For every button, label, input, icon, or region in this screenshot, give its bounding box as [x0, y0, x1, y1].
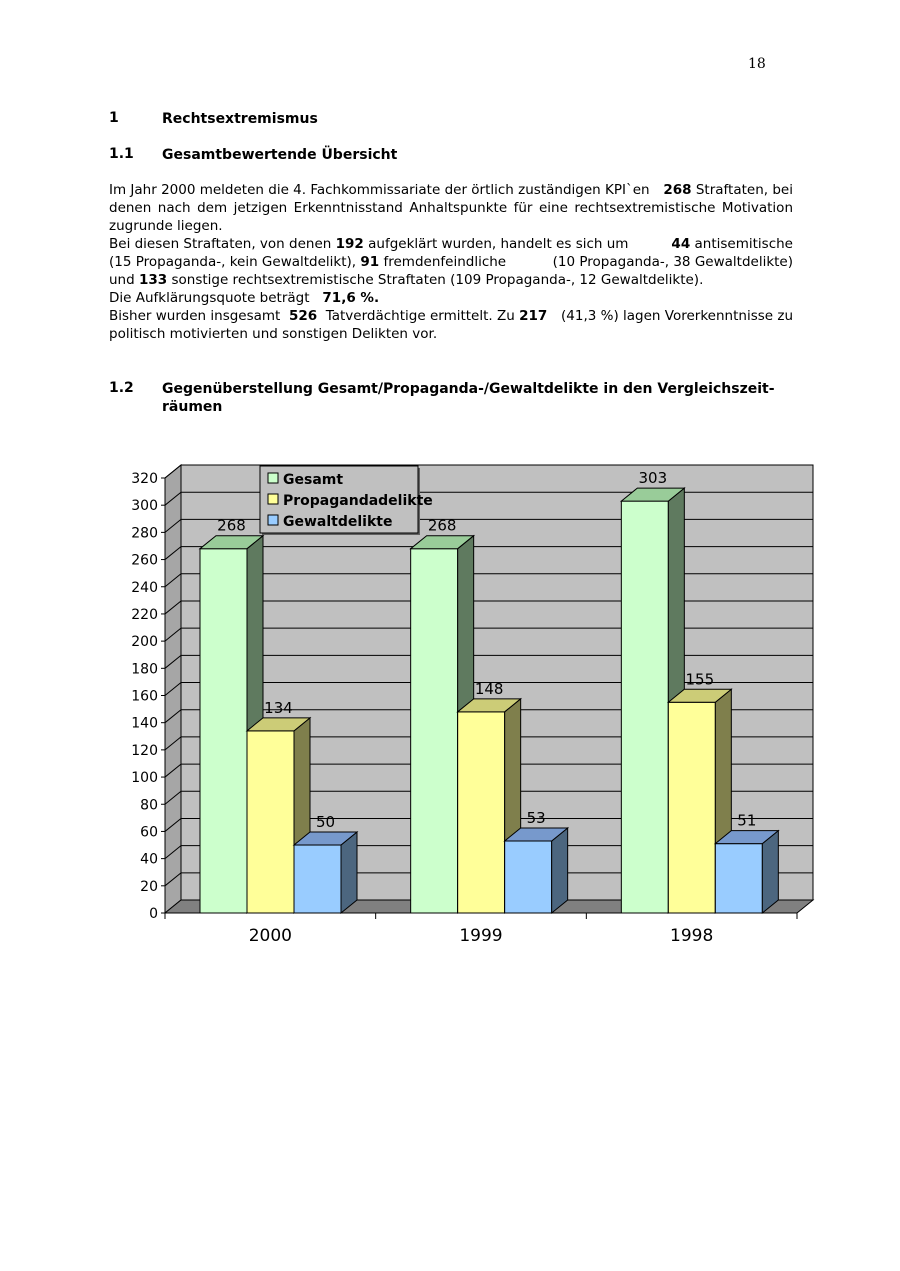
page-number: 18: [748, 56, 766, 72]
text-span: Bisher wurden insgesamt: [109, 308, 281, 324]
text-span: fremdenfeindliche: [383, 254, 507, 270]
y-tick-label: 60: [140, 824, 158, 841]
bar-front: [715, 844, 762, 913]
y-tick-label: 20: [140, 878, 158, 895]
data-label: 51: [737, 811, 757, 830]
section-title-line: Gegenüberstellung Gesamt/Propaganda-/Gewaltdelikte in den Vergleichszeit-: [162, 381, 775, 397]
data-label: 268: [427, 516, 457, 535]
y-tick-label: 80: [140, 797, 158, 814]
bar-front: [668, 702, 715, 913]
bar-front: [247, 731, 294, 913]
text-span: (10 Propaganda-, 38 Gewaltdelikte): [552, 254, 793, 270]
text-line: zugrunde liegen.: [109, 218, 223, 234]
section-title: Gesamtbewertende Übersicht: [162, 147, 398, 163]
data-label: 148: [474, 679, 504, 698]
y-tick-label: 320: [131, 471, 158, 487]
text-span: Im Jahr 2000 meldeten die 4. Fachkommissariate der örtlich zuständigen KPI`en: [109, 182, 650, 198]
bar-front: [294, 845, 341, 913]
y-tick-label: 100: [131, 770, 158, 787]
text-span: aufgeklärt wurden, handelt es sich um: [368, 236, 629, 252]
legend-label: Propagandadelikte: [283, 493, 433, 509]
legend-label: Gesamt: [283, 472, 344, 488]
text-span: antisemitische: [694, 236, 793, 252]
y-tick-label: 200: [131, 634, 158, 651]
section-number: 1.2: [109, 380, 134, 396]
data-label: 303: [638, 469, 668, 488]
text-span: (15 Propaganda-, kein Gewaltdelikt),: [109, 254, 357, 270]
text-line: denen nach dem jetzigen Erkenntnisstand Anhaltspunkte für eine rechtsextremistische Motivation: [109, 200, 793, 216]
data-label: 134: [264, 698, 293, 717]
data-label: 155: [685, 670, 715, 689]
text-line: politisch motivierten und sonstigen Delikten vor.: [109, 326, 438, 342]
y-tick-label: 140: [131, 715, 158, 732]
bar-front: [621, 501, 668, 913]
bar-side: [552, 828, 568, 913]
bar-side: [762, 831, 778, 913]
x-tick-label: 2000: [248, 926, 292, 946]
legend-label: Gewaltdelikte: [283, 514, 393, 530]
y-tick-label: 0: [149, 906, 158, 922]
data-label: 53: [526, 808, 546, 827]
y-tick-label: 180: [131, 661, 158, 678]
count-total: 268: [663, 182, 692, 198]
data-label: 268: [217, 516, 246, 535]
text-span: Tatverdächtige ermittelt. Zu: [325, 308, 515, 324]
legend-swatch: [268, 494, 278, 504]
text-span: Die Aufklärungsquote beträgt: [109, 290, 310, 306]
bar-front: [505, 841, 552, 913]
text-span: (41,3 %) lagen Vorerkenntnisse zu: [561, 308, 793, 324]
section-number: 1: [109, 110, 119, 126]
y-tick-label: 160: [131, 688, 158, 705]
section-number: 1.1: [109, 146, 134, 162]
bar-front: [458, 712, 505, 913]
count-solved: 192: [335, 236, 364, 252]
count-prior: 217: [519, 308, 548, 324]
text-span: Bei diesen Straftaten, von denen: [109, 236, 332, 252]
text-span: und: [109, 272, 135, 288]
section-title-line: räumen: [162, 399, 223, 415]
y-tick-label: 280: [131, 525, 158, 542]
y-tick-label: 120: [131, 742, 158, 759]
y-tick-label: 240: [131, 579, 158, 596]
y-tick-label: 300: [131, 498, 158, 515]
clearance-rate: 71,6 %.: [322, 290, 380, 306]
bar-side: [341, 832, 357, 913]
bar-front: [411, 549, 458, 913]
count-other: 133: [138, 272, 168, 288]
y-tick-label: 40: [140, 851, 158, 868]
data-label: 50: [315, 813, 336, 832]
count-suspects: 526: [288, 308, 318, 324]
y-tick-label: 260: [131, 552, 158, 569]
count-xenophobic: 91: [360, 254, 380, 270]
legend-swatch: [268, 473, 278, 483]
legend-swatch: [268, 515, 278, 525]
text-span: Straftaten, bei: [695, 182, 793, 198]
count-antisemitic: 44: [671, 236, 691, 252]
x-tick-label: 1999: [459, 926, 503, 946]
x-tick-label: 1998: [670, 926, 714, 946]
y-tick-label: 220: [131, 606, 158, 623]
section-title: Rechtsextremismus: [162, 111, 318, 127]
text-span: sonstige rechtsextremistische Straftaten (109 Propaganda-, 12 Gewaltdelikte).: [171, 272, 704, 288]
bar-front: [200, 549, 247, 913]
